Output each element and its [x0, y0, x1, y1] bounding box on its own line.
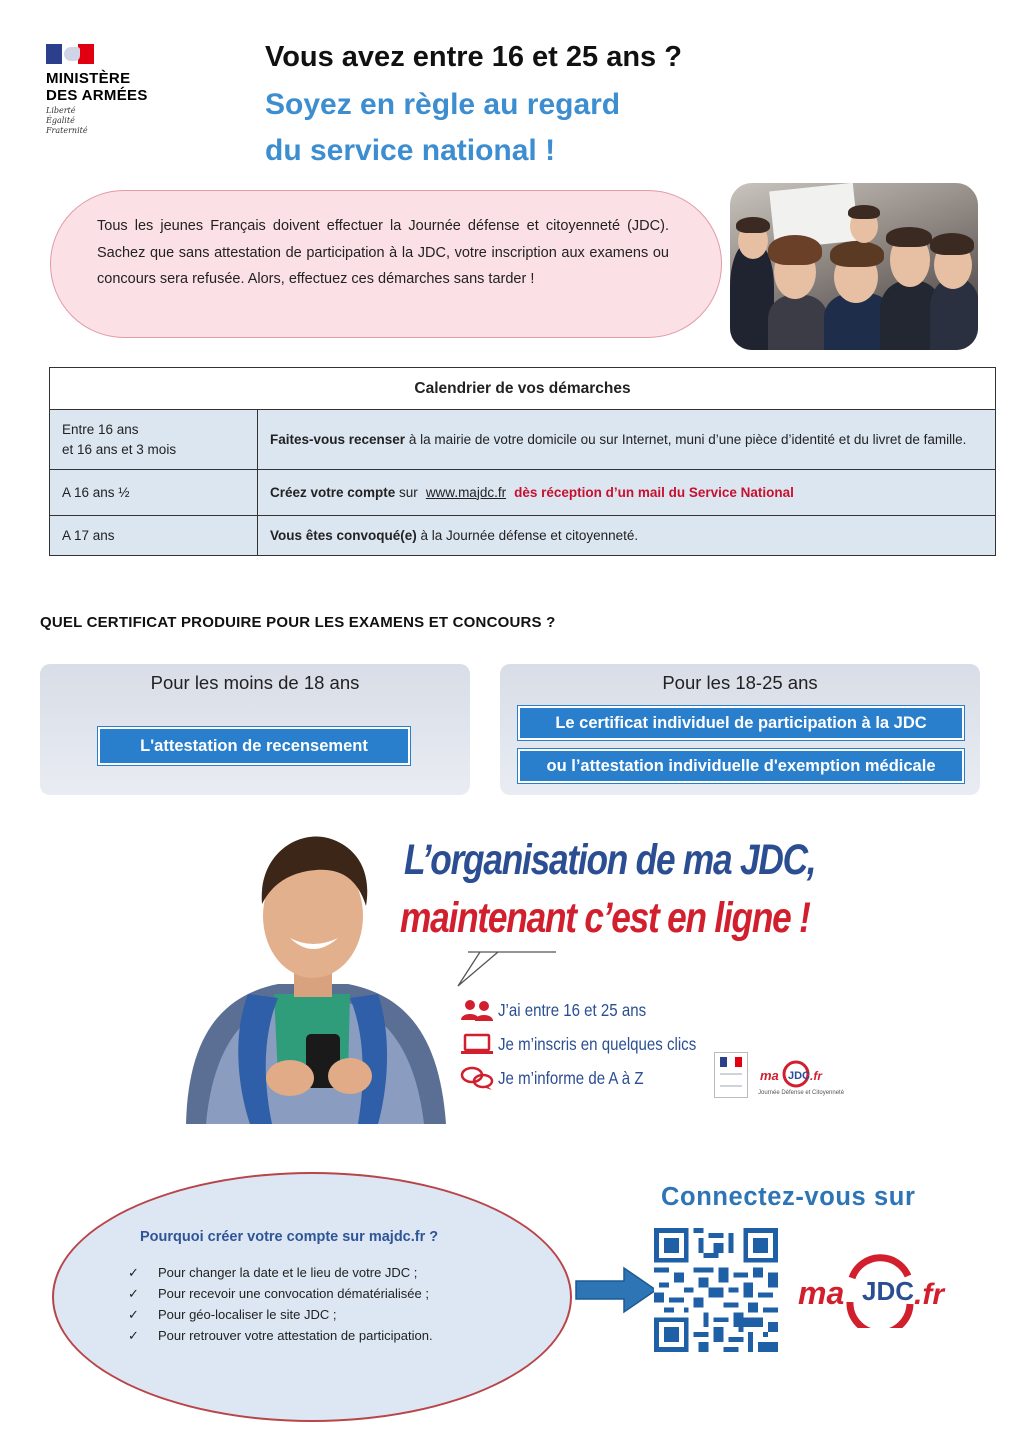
table-row [50, 516, 996, 556]
action-bold: Créez votre compte [270, 484, 396, 500]
why-list [128, 1262, 433, 1346]
calendar-action-cell [258, 470, 996, 516]
partner-logos [714, 1052, 844, 1102]
list-item [128, 1283, 433, 1304]
majdc-logo-jdc: JDC [862, 1276, 915, 1306]
majdc-link[interactable]: www.majdc.fr [425, 484, 507, 500]
list-item-text: Pour retrouver votre attestation de participation. [158, 1328, 433, 1343]
action-bold: Vous êtes convoqué(e) [270, 527, 417, 543]
why-title: Pourquoi créer votre compte sur majdc.fr ? [140, 1229, 439, 1245]
18-25-title: Pour les 18-25 ans [662, 672, 818, 693]
majdc-mini-caption: Journée Défense et Citoyenneté [758, 1090, 845, 1096]
feature-register-text: Je m’inscris en quelques clics [498, 1033, 697, 1054]
arrow-right-icon [574, 1265, 658, 1315]
calendar-title: Calendrier de vos démarches [50, 368, 996, 410]
calendar-age-cell [50, 410, 258, 470]
list-item-text: Pour géo-localiser le site JDC ; [158, 1307, 337, 1322]
title-subtitle-line1: Soyez en règle au regard [265, 88, 621, 121]
ministry-name-line2: DES ARMÉES [46, 87, 148, 104]
action-text: sur [395, 484, 418, 500]
list-item [128, 1262, 433, 1283]
feature-inform [460, 1066, 667, 1090]
republic-motto [46, 106, 186, 136]
action-highlight: dès réception d’un mail du Service National [514, 484, 794, 500]
svg-text:ma: ma [760, 1068, 779, 1083]
action-text: à la Journée défense et citoyenneté. [416, 527, 639, 543]
people-icon [460, 998, 494, 1022]
promo-headline-line2: maintenant c’est en ligne ! [400, 894, 810, 942]
calendar-action-cell [258, 516, 996, 556]
feature-register [460, 1032, 729, 1056]
feature-inform-text: Je m’informe de A à Z [498, 1067, 644, 1088]
feature-age-text: J’ai entre 16 et 25 ans [498, 999, 647, 1020]
age-line1: Entre 16 ans [62, 421, 139, 437]
connect-label: Connectez-vous sur [661, 1183, 916, 1211]
svg-text:JDC: JDC [788, 1070, 811, 1082]
majdc-logo[interactable] [794, 1252, 974, 1328]
under-18-title: Pour les moins de 18 ans [150, 672, 360, 693]
action-bold: Faites-vous recenser [270, 431, 406, 447]
promo-headline-line1: L’organisation de ma JDC, [404, 836, 816, 884]
speech-bubble-tail [450, 950, 560, 990]
checkmark-icon: ✓ [128, 1307, 139, 1322]
intro-text: Tous les jeunes Français doivent effectuer la Journée défense et citoyenneté (JDC). Sachez que sans attestation de participation à la JDC, votre inscription aux examens ou concours sera refusée. Alors, effectuez ces démarches sans tarder ! [97, 218, 669, 287]
majdc-logo-fr: .fr [914, 1278, 944, 1311]
title-subtitle-line2: du service national ! [265, 134, 556, 167]
certificate-question: QUEL CERTIFICAT PRODUIRE POUR LES EXAMENS ET CONCOURS ? [40, 614, 556, 631]
title-age-question: Vous avez entre 16 et 25 ans ? [265, 41, 682, 73]
medical-exemption-certificate-badge: ou l’attestation individuelle d'exemption médicale [518, 749, 964, 783]
qr-code-icon[interactable] [654, 1228, 778, 1352]
list-item-text: Pour changer la date et le lieu de votre JDC ; [158, 1265, 418, 1280]
motto-fraternite: Fraternité [46, 126, 88, 135]
table-row [50, 410, 996, 470]
students-photo [730, 183, 978, 350]
calendar-table [49, 367, 996, 556]
svg-text:.fr: .fr [810, 1069, 822, 1083]
calendar-age-cell: A 17 ans [50, 516, 258, 556]
under-18-panel [40, 664, 470, 795]
majdc-logo-ma: ma [798, 1275, 845, 1311]
chat-bubbles-icon [460, 1066, 494, 1090]
calendar-age-cell: A 16 ans ½ [50, 470, 258, 516]
checkmark-icon: ✓ [128, 1328, 139, 1343]
french-flag-icon [46, 44, 94, 64]
list-item-text: Pour recevoir une convocation dématérialisée ; [158, 1286, 429, 1301]
list-item [128, 1325, 433, 1346]
motto-liberte: Liberté [46, 106, 76, 115]
feature-age [460, 998, 670, 1022]
laptop-icon [460, 1032, 494, 1056]
ministry-logo [46, 44, 186, 136]
calendar-action-cell [258, 410, 996, 470]
list-item [128, 1304, 433, 1325]
checkmark-icon: ✓ [128, 1286, 139, 1301]
motto-egalite: Égalité [46, 116, 75, 125]
census-certificate-badge: L'attestation de recensement [98, 727, 410, 765]
table-row [50, 470, 996, 516]
action-text: à la mairie de votre domicile ou sur Internet, muni d’une pièce d’identité et du livret de famille. [405, 431, 967, 447]
page-title [265, 40, 682, 174]
ministry-name-line1: MINISTÈRE [46, 70, 131, 87]
18-25-panel [500, 664, 980, 795]
jdc-participation-certificate-badge: Le certificat individuel de participation à la JDC [518, 706, 964, 740]
checkmark-icon: ✓ [128, 1265, 139, 1280]
ministry-name [46, 70, 186, 104]
ministry-mini-logo [714, 1052, 748, 1098]
age-line2: et 16 ans et 3 mois [62, 441, 177, 457]
